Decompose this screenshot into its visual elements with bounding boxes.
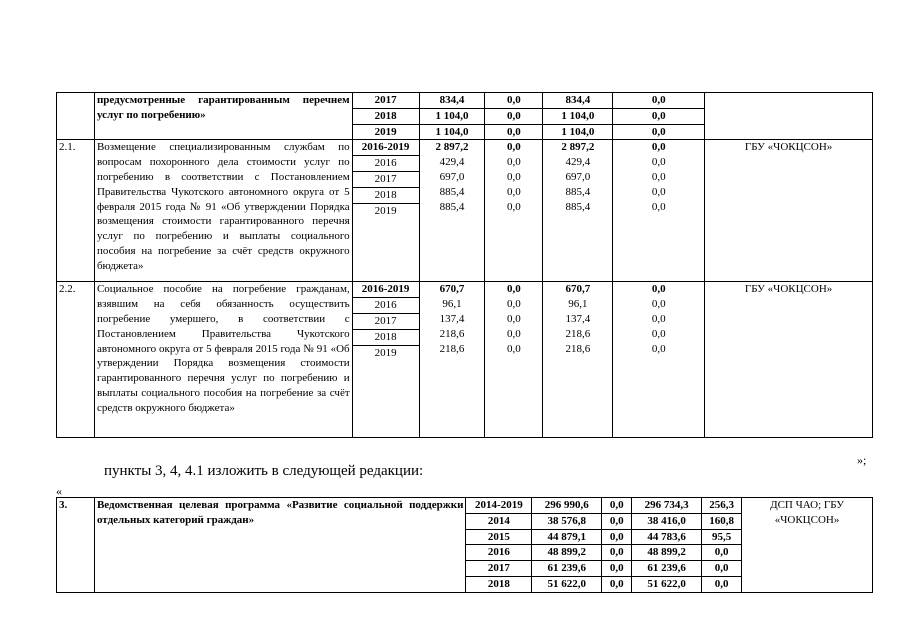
amendment-instruction: пункты 3, 4, 4.1 изложить в следующей редакции: [104, 463, 424, 479]
regional-cell: 834,4 1 104,0 1 104,0 [543, 93, 613, 140]
table-row [57, 93, 873, 140]
year-cell: 2017 2018 2019 [352, 93, 419, 140]
row-number: 3. [57, 498, 95, 593]
year-cell: 2016-2019 2016 2017 2018 2019 [352, 140, 419, 282]
regional-cell: 296 734,3 38 416,0 44 783,6 48 899,2 61 239,6 51 622,0 [632, 498, 702, 593]
other-cell: 0,0 0,0 0,0 [613, 93, 705, 140]
regional-cell: 670,7 96,1 137,4 218,6 218,6 [543, 282, 613, 438]
row-description: Социальное пособие на погребение гражданам, взявшим на себя обязанность осуществить погребение умершего, в соответствии с Постановлением Правительства Чукотского автономного округа от 5 февраля 2015 года № 91 «Об утверждении Порядка возмещения стоимости гарантированного перечня услуг по погребению и выплаты социального пособия на погребение за счёт средств окружного бюджета» [94, 282, 352, 438]
executor-cell: ДСП ЧАО; ГБУ «ЧОКЦСОН» [742, 498, 873, 593]
row-description: Возмещение специализированным службам по вопросам похоронного дела стоимости услуг по погребению в соответствии с Постановлением Правительства Чукотского автономного округа от 5 февраля 2015 года № 91 «Об утверждении Порядка возмещения стоимости гарантированного перечня услуг по погребению и выплаты социального пособия на погребение за счёт средств окружного бюджета» [94, 140, 352, 282]
row-number-cell [57, 93, 95, 140]
table-row [57, 498, 873, 593]
closing-mark: »; [857, 453, 867, 467]
total-cell: 670,7 96,1 137,4 218,6 218,6 [419, 282, 485, 438]
total-cell: 2 897,2 429,4 697,0 885,4 885,4 [419, 140, 485, 282]
row-description: Ведомственная целевая программа «Развитие социальной поддержки отдельных категорий граждан» [94, 498, 465, 593]
regional-cell: 2 897,2 429,4 697,0 885,4 885,4 [543, 140, 613, 282]
executor-cell [705, 93, 873, 140]
opening-quote: « [56, 484, 62, 498]
executor-cell: ГБУ «ЧОКЦСОН» [705, 282, 873, 438]
executor-cell: ГБУ «ЧОКЦСОН» [705, 140, 873, 282]
budget-table-upper [56, 92, 873, 438]
federal-cell: 0,0 0,0 0,0 [485, 93, 543, 140]
year-cell: 2014-2019 2014 2015 2016 2017 2018 [466, 498, 532, 593]
table-row [57, 140, 873, 282]
other-cell: 256,3 160,8 95,5 0,0 0,0 0,0 [702, 498, 742, 593]
year-cell: 2016-2019 2016 2017 2018 2019 [352, 282, 419, 438]
total-cell: 834,4 1 104,0 1 104,0 [419, 93, 485, 140]
federal-cell: 0,0 0,0 0,0 0,0 0,0 [485, 140, 543, 282]
row-description: предусмотренные гарантированным перечнем услуг по погребению» [94, 93, 352, 140]
federal-cell: 0,0 0,0 0,0 0,0 0,0 0,0 [602, 498, 632, 593]
row-number: 2.1. [57, 140, 95, 282]
row-number: 2.2. [57, 282, 95, 438]
budget-table-lower [56, 497, 873, 593]
other-cell: 0,0 0,0 0,0 0,0 0,0 [613, 140, 705, 282]
total-cell: 296 990,6 38 576,8 44 879,1 48 899,2 61 239,6 51 622,0 [532, 498, 602, 593]
federal-cell: 0,0 0,0 0,0 0,0 0,0 [485, 282, 543, 438]
other-cell: 0,0 0,0 0,0 0,0 0,0 [613, 282, 705, 438]
table-row [57, 282, 873, 438]
